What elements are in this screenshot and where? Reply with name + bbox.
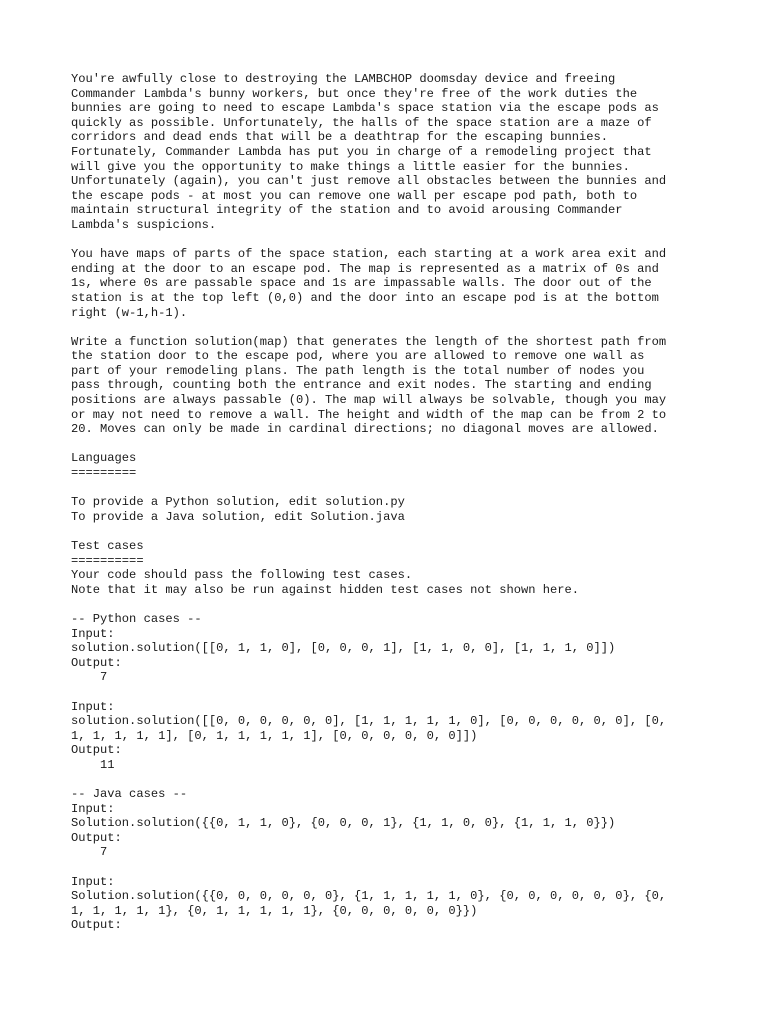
text-line: Fortunately, Commander Lambda has put you in charge of a remodeling project that [71,144,652,159]
paragraph-gap [71,524,711,539]
text-line: the station door to the escape pod, where you are allowed to remove one wall as [71,349,645,364]
text-line: Write a function solution(map) that generates the length of the shortest path from [71,334,667,349]
input-code: solution.solution([[0, 1, 1, 0], [0, 0, 0, 1], [1, 1, 0, 0], [1, 1, 1, 0]]) [71,641,616,656]
text-line: pass through, counting both the entrance and exit nodes. The starting and ending [71,378,652,393]
cases-heading: -- Java cases -- [71,787,188,802]
document-page [71,72,711,933]
paragraph-gap [71,481,711,496]
text-line: maintain structural integrity of the station and to avoid arousing Commander [71,203,623,218]
test-cases-section [71,539,711,597]
paragraph-gap [71,773,711,788]
section-heading: Languages [71,451,137,466]
text-line: 1s, where 0s are passable space and 1s are impassable walls. The door out of the [71,276,652,291]
output-label: Output: [71,743,122,758]
input-code: 1, 1, 1, 1, 1], [0, 1, 1, 1, 1, 1], [0, 0, 0, 0, 0, 0]]) [71,728,478,743]
java-instruction: To provide a Java solution, edit Solution.java [71,509,405,524]
languages-section [71,451,711,524]
heading-underline: ========== [71,553,144,568]
section-heading: Test cases [71,539,144,553]
heading-underline: ========= [71,466,137,481]
paragraph-gap [71,320,711,335]
paragraph-gap [71,597,711,612]
text-line: You're awfully close to destroying the LAMBCHOP doomsday device and freeing [71,72,616,86]
text-line: or may not need to remove a wall. The height and width of the map can be from 2 to [71,407,667,422]
input-code: 1, 1, 1, 1, 1}, {0, 1, 1, 1, 1, 1}, {0, 0, 0, 0, 0, 0}}) [71,903,478,918]
paragraph-gap [71,860,711,875]
python-cases [71,612,711,773]
output-value: 11 [71,757,115,772]
output-label: Output: [71,918,122,933]
text-line: Note that it may also be run against hidden test cases not shown here. [71,582,580,597]
text-line: will give you the opportunity to make things a little easier for the bunnies. [71,159,630,174]
input-label: Input: [71,874,115,889]
intro-paragraph [71,72,711,233]
input-code: Solution.solution({{0, 0, 0, 0, 0, 0}, {1, 1, 1, 1, 1, 0}, {0, 0, 0, 0, 0, 0}, {0, [71,889,667,904]
python-instruction: To provide a Python solution, edit solution.py [71,495,405,510]
task-paragraph [71,335,711,437]
output-value: 7 [71,670,108,685]
output-label: Output: [71,830,122,845]
text-line: part of your remodeling plans. The path length is the total number of nodes you [71,363,645,378]
cases-heading: -- Python cases -- [71,611,202,626]
text-line: 20. Moves can only be made in cardinal directions; no diagonal moves are allowed. [71,422,659,437]
text-line: corridors and dead ends that will be a deathtrap for the escaping bunnies. [71,130,609,145]
paragraph-gap [71,685,711,700]
text-line: Unfortunately (again), you can't just remove all obstacles between the bunnies and [71,174,667,189]
text-line: You have maps of parts of the space station, each starting at a work area exit and [71,247,667,262]
input-label: Input: [71,626,115,641]
text-line: bunnies are going to need to escape Lambda's space station via the escape pods as [71,101,659,116]
text-line: the escape pods - at most you can remove one wall per escape pod path, both to [71,188,638,203]
input-code: Solution.solution({{0, 1, 1, 0}, {0, 0, 0, 1}, {1, 1, 0, 0}, {1, 1, 1, 0}}) [71,816,616,831]
text-line: right (w-1,h-1). [71,305,188,320]
maps-paragraph [71,247,711,320]
text-line: station is at the top left (0,0) and the door into an escape pod is at the bottom [71,290,659,305]
text-line: Lambda's suspicions. [71,217,217,232]
java-cases [71,787,711,933]
text-line: ending at the door to an escape pod. The map is represented as a matrix of 0s and [71,261,659,276]
text-line: Your code should pass the following test cases. [71,568,413,583]
input-label: Input: [71,801,115,816]
paragraph-gap [71,437,711,452]
paragraph-gap [71,233,711,248]
output-label: Output: [71,655,122,670]
input-code: solution.solution([[0, 0, 0, 0, 0, 0], [1, 1, 1, 1, 1, 0], [0, 0, 0, 0, 0, 0], [0, [71,714,667,729]
text-line: Commander Lambda's bunny workers, but once they're free of the work duties the [71,86,638,101]
input-label: Input: [71,699,115,714]
text-line: quickly as possible. Unfortunately, the halls of the space station are a maze of [71,115,652,130]
output-value: 7 [71,845,108,860]
text-line: positions are always passable (0). The map will always be solvable, though you may [71,393,667,408]
